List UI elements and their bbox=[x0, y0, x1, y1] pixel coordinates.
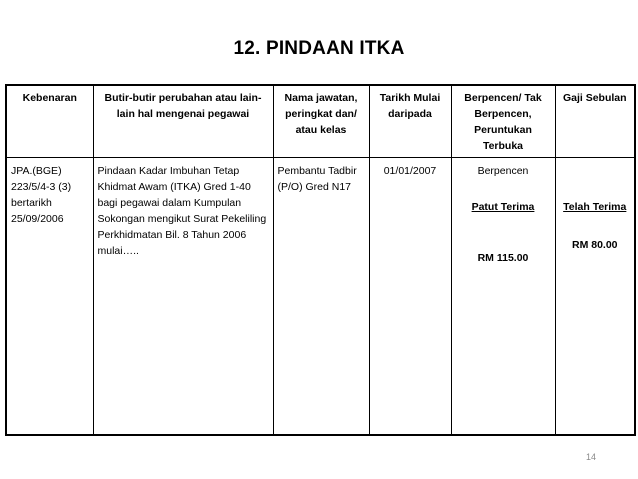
gaji-amount: RM 80.00 bbox=[571, 238, 618, 251]
cell-gaji bbox=[555, 157, 635, 435]
pencen-patut-terima: Patut Terima bbox=[471, 200, 535, 213]
header-tarikh: Tarikh Mulai daripada bbox=[369, 85, 451, 157]
cell-tarikh: 01/01/2007 bbox=[369, 157, 451, 435]
page-number: 14 bbox=[586, 452, 597, 462]
itka-table bbox=[5, 84, 636, 436]
cell-kebenaran: JPA.(BGE) 223/5/4-3 (3) bertarikh 25/09/2006 bbox=[6, 157, 93, 435]
header-jawatan: Nama jawatan, peringkat dan/ atau kelas bbox=[273, 85, 369, 157]
pencen-status: Berpencen bbox=[477, 164, 529, 177]
gaji-telah-terima: Telah Terima bbox=[563, 200, 627, 213]
cell-pencen bbox=[451, 157, 555, 435]
cell-jawatan: Pembantu Tadbir (P/O) Gred N17 bbox=[273, 157, 369, 435]
header-kebenaran: Kebenaran bbox=[6, 85, 93, 157]
page-title: 12. PINDAAN ITKA bbox=[233, 38, 405, 59]
cell-butir: Pindaan Kadar Imbuhan Tetap Khidmat Awam (ITKA) Gred 1-40 bagi pegawai dalam Kumpulan Sokongan mengikut Surat Pekeliling Perkhidmatan Bil. 8 Tahun 2006 mulai….. bbox=[93, 157, 273, 435]
header-pencen: Berpencen/ Tak Berpencen, Peruntukan Terbuka bbox=[451, 85, 555, 157]
header-gaji: Gaji Sebulan bbox=[555, 85, 635, 157]
pencen-amount: RM 115.00 bbox=[477, 251, 529, 264]
table-row bbox=[6, 157, 635, 435]
table-header-row bbox=[6, 85, 635, 157]
header-butir: Butir-butir perubahan atau lain-lain hal mengenai pegawai bbox=[93, 85, 273, 157]
